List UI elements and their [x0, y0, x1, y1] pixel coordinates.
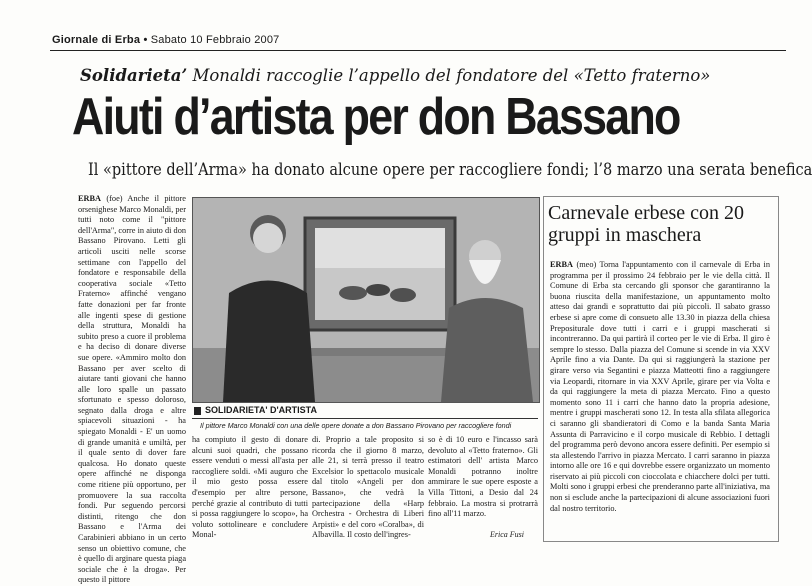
byline: Erica Fusi — [490, 530, 524, 539]
issue-date: Sabato 10 Febbraio 2007 — [150, 34, 280, 46]
newspaper-name: Giornale di Erba — [52, 34, 141, 46]
sidebar-author-tag: (meo) — [576, 260, 597, 269]
subheadline: Il «pittore dell’Arma» ha donato alcune opere per raccogliere fondi; l’8 marzo una serata benefica — [88, 160, 812, 179]
sidebar-body: Torna l'appuntamento con il carnevale di Erba in programma per il prossimo 24 febbraio per le vie della città. Il Comune di Erba sta cercando gli sponsor che garantiranno la buona riuscita della manifestazione, un appuntamento molto atteso dai grandi e soprattutto dai più piccoli. Il sabato grasso erbese si apre come di consueto alle 13.30 in piazza della chiesa Prepositurale dove tutti i carri e i gruppi mascherati si incontreranno. Da qui partirà il corteo per le vie di Erba. Il giro è sempre lo stesso. Dalla piazza del Comune si scende in via XXV Aprile fino a via Dante. Da qui si raggiungerà la stazione per girare verso via Segantini e piazza Matteotti fino a raggiungere via Leopardi, ritornare in via XXV Aprile, girare per via Volta e da qui raggiungere la meta di piazza Mercato. Fino a questo momento sono 11 i carri che hanno dato la propria adesione, mentre i gruppi mascherati sono 12. In testa alla sfilata allegorica ci saranno gli sbandieratori di Como e la banda Santa Maria Assunta di Parravicino e il corpo musicale di Rebbio. I dettagli del programma però devono ancora essere definiti. Per esempio si sta allestendo l'arrivo in piazza Mercato. I carri saranno in piazza intorno alle ore 16 e qui dovrebbe essere organizzato un momento riservato ai più piccoli con cioccolata e chiacchere dolci per tutti. Molti sono i gruppi erbesi che prenderanno parte all'iniziativa, ma non si esclude anche la partecipazioni di alcune associazioni fuori dal nostro territorio. — [550, 260, 770, 513]
article-author-tag: (foe) — [106, 194, 123, 203]
masthead-rule — [50, 50, 786, 51]
article-text-1: Anche il pittore orsenighese Marco Monaldi, per tutti noto come il "pittore dell'Arma", corre in aiuto di don Bassano Pirovano. Letti gli articoli usciti nelle scorse settimane con l'appello del fondatore e responsabile della cooperativa sociale «Tetto Fraterno» affinché vengano fatte donazioni per far fronte alle ingenti spese di gestione della struttura, Monaldi ha subito preso a cuore il problema e ha deciso di donare diverse sue opere. «Ammiro molto don Bassano per aver scelto di aiutare tanti giovani che hanno alle loro spalle un passato sfortunato e spesso doloroso, segnato dalla droga e altre spiacevoli situazioni - ha spiegato Monaldi - E' un uomo di grande umanità e umiltà, per il quale sento di dover fare qualcosa. Ho donato queste opere affinché ne disponga come ritiene più opportuno, per promuovere la sua raccolta fondi. Pur seguendo percorsi distinti, ritengo che don Bassano e l'Arma dei Carabinieri abbiano in un certo senso un obiettivo comune, che è quello di arginare questa piaga sociale che è la droga». Per questo il pittore — [78, 194, 186, 585]
section-square-icon — [194, 407, 201, 415]
kicker-text: Monaldi raccoglie l’appello del fondatore del «Tetto fraterno» — [192, 66, 711, 85]
section-label: SOLIDARIETA' D'ARTISTA — [205, 405, 317, 415]
sidebar-dateline: ERBA — [550, 260, 574, 269]
headline: Aiuti d’artista per don Bassano — [72, 88, 680, 146]
kicker-tag: Solidarieta’ — [80, 66, 188, 85]
sidebar-title: Carnevale erbese con 20 gruppi in maschera — [548, 202, 745, 246]
article-column-4: so è di 10 euro e l'incasso sarà devoluto al «Tetto fraterno». Gli estimatori dell' artista Marco Monaldi potranno inoltre ammirare le sue opere esposte a Villa Tittoni, a Desio dal 24 febbraio. La mostra si protrarrà fino all'11 marzo. — [428, 435, 538, 519]
kicker — [80, 66, 800, 85]
masthead-separator: • — [143, 34, 151, 46]
photo-caption: Il pittore Marco Monaldi con una delle opere donate a don Bassano Pirovano per raccogliere fondi — [200, 421, 512, 430]
section-label-bar — [192, 404, 538, 419]
masthead — [52, 34, 280, 46]
article-column-1 — [78, 194, 186, 585]
article-dateline: ERBA — [78, 194, 102, 203]
article-column-2: ha compiuto il gesto di donare alcuni suoi quadri, che possano essere venduti o messi all'asta per raccogliere soldi. «Mi auguro che il mio gesto possa essere d'esempio per altre persone, perché grazie al contributo di tutti si possa raggiungere lo scopo», ha voluto sottolineare e concludere Monal- — [192, 435, 308, 540]
article-column-3: di. Proprio a tale proposito si ricorda che il giorno 8 marzo, alle 21, si terrà presso il teatro Excelsior lo spettacolo musicale dal titolo «Angeli per don Bassano», che vedrà la partecipazione della «Harp Orchestra - Orchestra di Liberi Arpisti» e del coro «Coralba», di Albavilla. Il costo dell'ingres- — [312, 435, 424, 540]
sidebar-text — [550, 260, 770, 530]
photo — [192, 197, 540, 403]
photo-illustration — [193, 198, 539, 402]
